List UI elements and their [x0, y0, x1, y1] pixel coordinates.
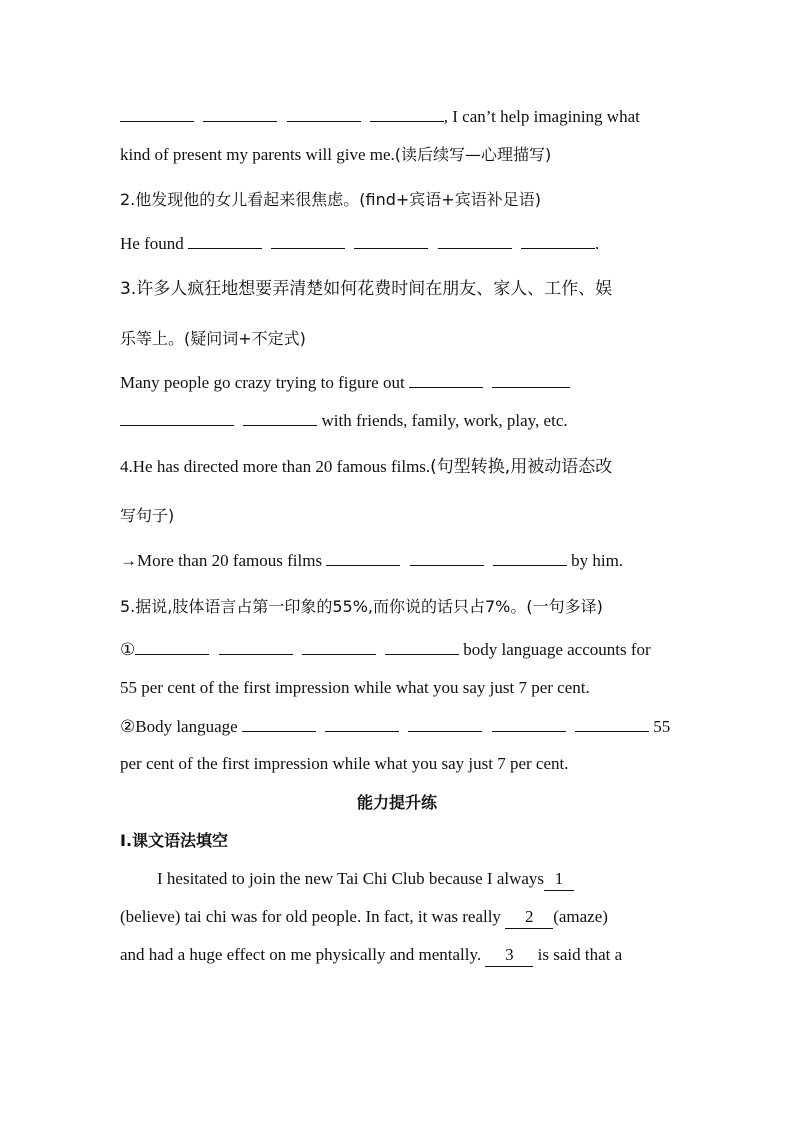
q5-prompt: 5.据说,肢体语言占第一印象的55%,而你说的话只占7%。(一句多译)	[120, 597, 603, 616]
section-subheading: Ⅰ.课文语法填空	[120, 831, 229, 850]
blank-3[interactable]: 3	[485, 944, 533, 967]
answer-blank[interactable]	[410, 550, 484, 566]
q3-text: with friends, family, work, play, etc.	[321, 411, 568, 430]
answer-blank[interactable]	[135, 639, 209, 655]
passage-text: (believe) tai chi was for old people. In fact, it was really	[120, 907, 506, 926]
passage-text: (amaze)	[553, 907, 608, 926]
answer-blank[interactable]	[188, 233, 262, 249]
answer-blank[interactable]	[493, 550, 567, 566]
answer-blank[interactable]	[438, 233, 512, 249]
q4-answer-line	[120, 550, 623, 572]
blank-1[interactable]: 1	[544, 868, 574, 891]
answer-blank[interactable]	[492, 716, 566, 732]
answer-blank[interactable]	[325, 716, 399, 732]
passage-line-2	[120, 906, 608, 929]
q5-a-line-2: 55 per cent of the first impression while what you say just 7 per cent.	[120, 678, 590, 697]
answer-blank[interactable]	[203, 106, 277, 122]
answer-blank[interactable]	[120, 410, 234, 426]
q5-a-marker: ①	[120, 640, 136, 659]
answer-blank[interactable]	[354, 233, 428, 249]
passage-text: I hesitated to join the new Tai Chi Club because I always	[157, 869, 545, 888]
q2-end: .	[594, 234, 600, 253]
answer-blank[interactable]	[271, 233, 345, 249]
q3-text: Many people go crazy trying to figure out	[120, 373, 405, 392]
q5-b-lead: ②Body language	[120, 717, 238, 736]
answer-blank[interactable]	[409, 372, 483, 388]
answer-blank[interactable]	[120, 106, 194, 122]
q1-text: , I can’t help imagining what	[443, 107, 640, 126]
q5-b-line-1	[120, 716, 670, 738]
answer-blank[interactable]	[287, 106, 361, 122]
passage-text: and had a huge effect on me physically and mentally.	[120, 945, 486, 964]
answer-blank[interactable]	[370, 106, 444, 122]
answer-blank[interactable]	[385, 639, 459, 655]
answer-blank[interactable]	[302, 639, 376, 655]
passage-line-3	[120, 944, 622, 967]
section-heading: 能力提升练	[356, 793, 437, 812]
q4-prompt-2: 写句子)	[120, 506, 175, 525]
answer-blank[interactable]	[326, 550, 400, 566]
q3-prompt-2: 乐等上。(疑问词+不定式)	[120, 329, 306, 348]
blank-2[interactable]: 2	[505, 906, 553, 929]
q4-lead: →More than 20 famous films	[120, 551, 323, 570]
q2-answer-line	[120, 233, 599, 255]
answer-blank[interactable]	[242, 716, 316, 732]
answer-blank[interactable]	[243, 410, 317, 426]
q5-b-line-2: per cent of the first impression while what you say just 7 per cent.	[120, 754, 569, 773]
answer-blank[interactable]	[408, 716, 482, 732]
answer-blank[interactable]	[521, 233, 595, 249]
passage-text: is said that a	[533, 945, 623, 964]
answer-blank[interactable]	[492, 372, 570, 388]
q3-line-2	[120, 410, 568, 432]
q2-prompt: 2.他发现他的女儿看起来很焦虑。(find+宾语+宾语补足语)	[120, 190, 541, 209]
q3-line-1	[120, 372, 570, 394]
answer-blank[interactable]	[575, 716, 649, 732]
passage-line-1	[157, 868, 574, 891]
q1-note: (读后续写—心理描写)	[394, 145, 552, 164]
q5-a-line-1	[120, 639, 651, 661]
q2-lead: He found	[120, 234, 184, 253]
q1-line-2	[120, 144, 551, 166]
q1-text: kind of present my parents will give me.	[120, 145, 395, 164]
q4-tail: by him.	[571, 551, 624, 570]
q3-prompt-1: 3.许多人疯狂地想要弄清楚如何花费时间在朋友、家人、工作、娱	[120, 279, 613, 299]
q5-b-tail: 55	[653, 717, 671, 736]
q1-line-1	[120, 106, 640, 128]
q4-sentence: 4.He has directed more than 20 famous films.	[120, 457, 431, 476]
q4-prompt-1	[120, 456, 612, 478]
q4-instruction: (句型转换,用被动语态改	[430, 457, 613, 477]
q5-a-tail: body language accounts for	[463, 640, 651, 659]
answer-blank[interactable]	[219, 639, 293, 655]
